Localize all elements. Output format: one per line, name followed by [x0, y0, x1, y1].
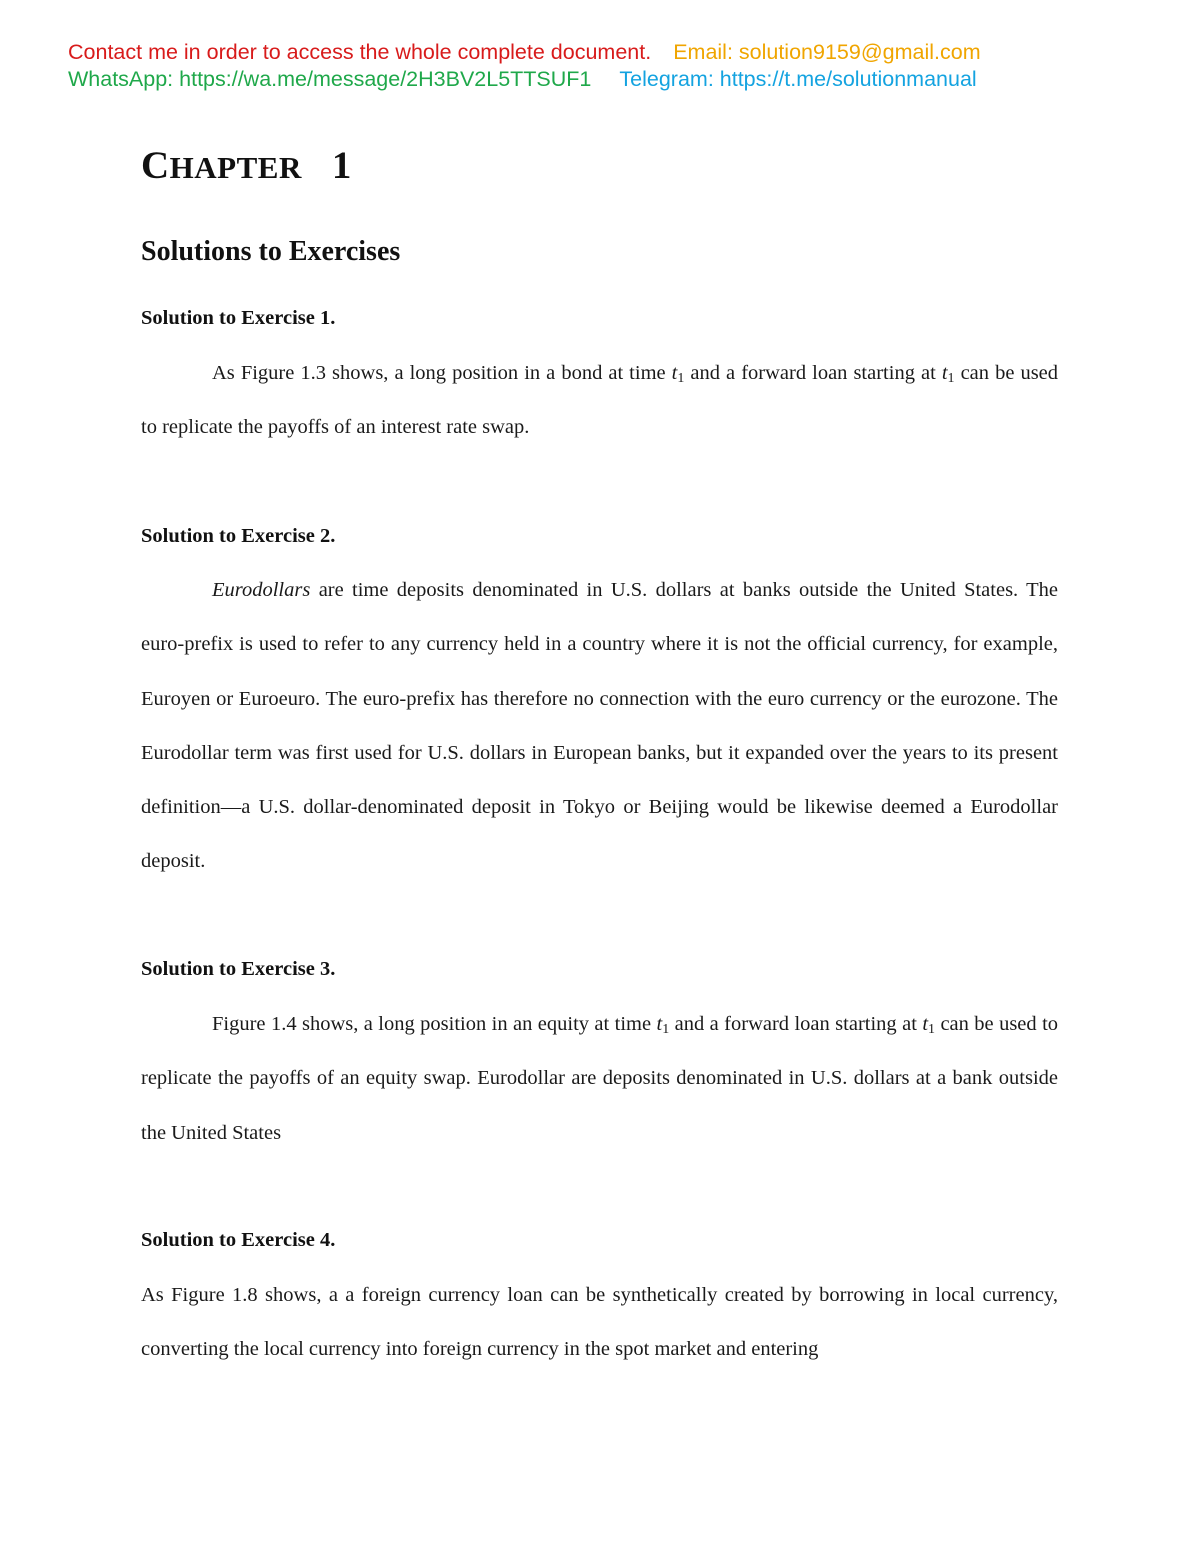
contact-banner-line-2	[68, 66, 1068, 92]
section-title: Solutions to Exercises	[141, 236, 401, 267]
contact-banner-line-1	[68, 39, 1068, 65]
email-link[interactable]: Email: solution9159@gmail.com	[673, 40, 981, 64]
chapter-first-letter: C	[141, 144, 170, 187]
chapter-number: 1	[331, 144, 352, 187]
exercise-4-text: As Figure 1.8 shows, a a foreign currency loan can be synthetically created by borrowing in local currency, converting the local currency into foreign currency in the spot market and entering	[141, 1284, 1058, 1361]
math-variable: $t_1$	[656, 1013, 670, 1037]
math-variable: $t_1$	[922, 1013, 936, 1037]
math-variable: $t_1$	[941, 362, 955, 386]
chapter-heading	[141, 143, 352, 191]
telegram-link[interactable]: Telegram: https://t.me/solutionmanual	[619, 67, 977, 91]
exercise-2-text: Eurodollars are time deposits denominated in U.S. dollars at banks outside the United States. The euro-prefix is used to refer to any currency held in a country where it is not the official currency, for example, Euroyen or Euroeuro. The euro-prefix has therefore no connection with the euro currency or the eurozone. The Eurodollar term was first used for U.S. dollars in European banks, but it expanded over the years to its present definition—a U.S. dollar-denominated deposit in Tokyo or Beijing would be likewise deemed a Eurodollar deposit.	[141, 579, 1059, 873]
math-variable: $t_1$	[671, 362, 685, 386]
eurodollars-term: Eurodollars	[212, 579, 311, 601]
whatsapp-link[interactable]: WhatsApp: https://wa.me/message/2H3BV2L5TTSUF1	[68, 67, 592, 91]
chapter-word: HAPTER	[169, 150, 302, 185]
exercise-2-heading: Solution to Exercise 2.	[141, 525, 336, 547]
exercise-3-text: Figure 1.4 shows, a long position in an equity at time $t_1$ and a forward loan starting at $t_1$ can be used to replicate the payoffs of an equity swap. Eurodollar are deposits denominated in U.S. dollars at a bank outside the United States	[141, 1013, 1059, 1144]
exercise-3-heading: Solution to Exercise 3.	[141, 958, 336, 980]
exercise-1-heading: Solution to Exercise 1.	[141, 307, 336, 329]
exercise-1-text: As Figure 1.3 shows, a long position in a bond at time $t_1$ and a forward loan starting at $t_1$ can be used to replicate the payoffs of an interest rate swap.	[141, 362, 1059, 439]
contact-notice: Contact me in order to access the whole complete document.	[68, 40, 652, 64]
exercise-4-heading: Solution to Exercise 4.	[141, 1229, 336, 1251]
